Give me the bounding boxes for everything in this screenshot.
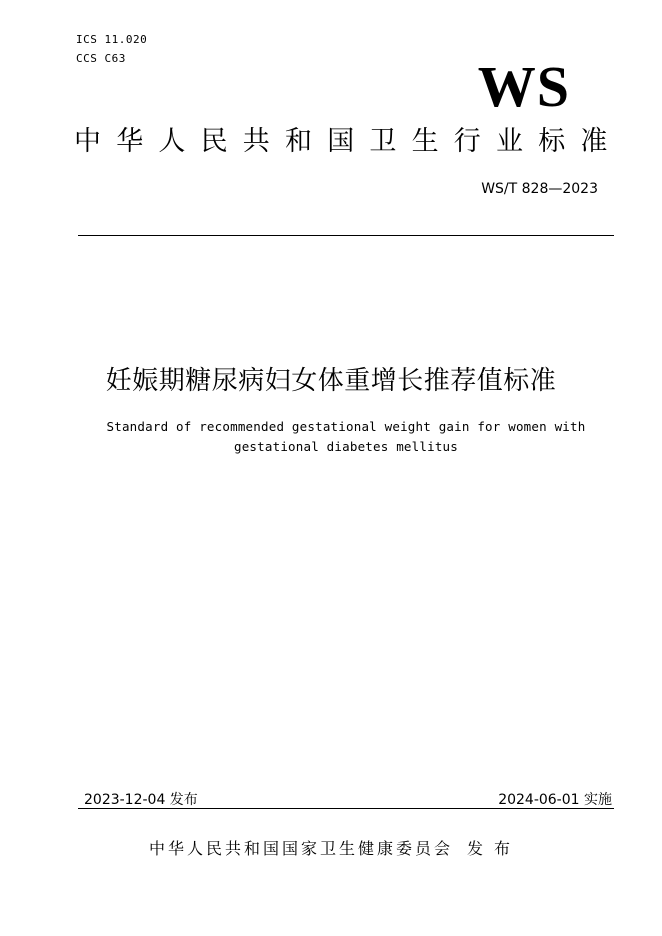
standard-type-heading: 中华人民共和国卫生行业标准 (74, 126, 623, 157)
document-title-chinese: 妊娠期糖尿病妇女体重增长推荐值标准 (105, 366, 557, 396)
document-title-english (60, 417, 632, 457)
english-title-line-2: gestational diabetes mellitus (233, 439, 459, 454)
issuer-line (0, 836, 662, 859)
header-divider (78, 235, 614, 236)
issuer-action: 发 布 (466, 839, 514, 858)
issue-date: 2023-12-04 发布 (84, 792, 198, 808)
ccs-code: CCS C63 (76, 52, 126, 65)
english-title-line-1: Standard of recommended gestational weight gain for women with (106, 419, 586, 434)
footer-divider (78, 808, 614, 809)
standard-number: WS/T 828—2023 (481, 181, 598, 197)
issuer-name: 中华人民共和国国家卫生健康委员会 (148, 839, 453, 858)
ws-logo: WS (477, 54, 570, 119)
implementation-date: 2024-06-01 实施 (498, 792, 612, 808)
ics-code: ICS 11.020 (76, 33, 148, 46)
